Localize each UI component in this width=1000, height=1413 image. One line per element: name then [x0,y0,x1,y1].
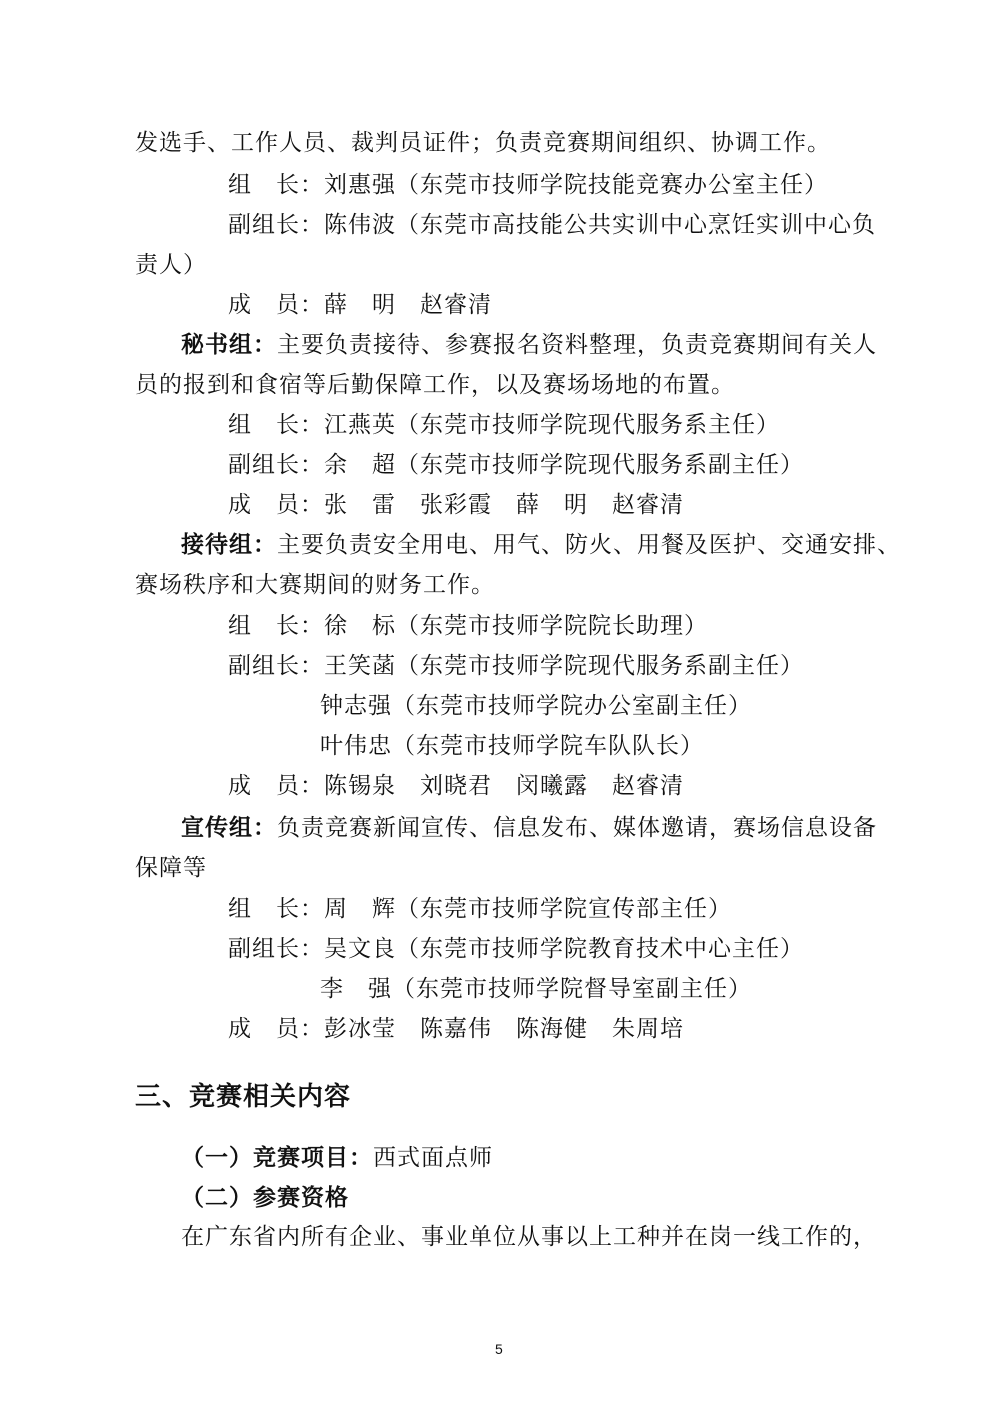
paragraph-line [181,1143,493,1173]
group-title-publicity: 宣传组： [181,814,277,841]
paragraph-line: 员的报到和食宿等后勤保障工作，以及赛场场地的布置。 [135,372,735,398]
section-heading: 三、竞赛相关内容 [135,1082,352,1112]
paragraph-line: 在广东省内所有企业、事业单位从事以上工种并在岗一线工作的， [181,1224,877,1250]
paragraph-line: 副组长：吴文良（东莞市技师学院教育技术中心主任） [228,936,804,962]
paragraph-line: 组 长：周 辉（东莞市技师学院宣传部主任） [228,896,732,922]
paragraph-line: 组 长：刘惠强（东莞市技师学院技能竞赛办公室主任） [228,172,828,198]
paragraph-line [181,530,901,560]
paragraph-line: 成 员：薛 明 赵睿清 [228,292,492,318]
group-title-secretary: 秘书组： [181,331,277,358]
group-title-reception: 接待组： [181,531,277,558]
paragraph-line: 责人） [135,252,207,278]
paragraph-line: 成 员：陈锡泉 刘晓君 闵曦露 赵睿清 [228,773,684,799]
paragraph-line: 成 员：张 雷 张彩霞 薛 明 赵睿清 [228,492,684,518]
group-description: 主要负责接待、参赛报名资料整理，负责竞赛期间有关人 [277,332,877,358]
paragraph-line: 李 强（东莞市技师学院督导室副主任） [320,976,752,1002]
paragraph-line [181,330,877,360]
paragraph-line: 副组长：陈伟波（东莞市高技能公共实训中心烹饪实训中心负 [228,212,876,238]
subsection-heading: （二）参赛资格 [181,1184,349,1211]
paragraph-line [181,813,877,843]
paragraph-line: 保障等 [135,855,207,881]
paragraph-line: 副组长：余 超（东莞市技师学院现代服务系副主任） [228,452,804,478]
paragraph-line: 钟志强（东莞市技师学院办公室副主任） [320,693,752,719]
group-description: 主要负责安全用电、用气、防火、用餐及医护、交通安排、 [277,532,901,558]
competition-item: 西式面点师 [373,1145,493,1171]
group-description: 负责竞赛新闻宣传、信息发布、媒体邀请，赛场信息设备 [277,815,877,841]
paragraph-line: 成 员：彭冰莹 陈嘉伟 陈海健 朱周培 [228,1016,684,1042]
paragraph-line: 叶伟忠（东莞市技师学院车队队长） [320,733,704,759]
page-number: 5 [495,1341,503,1357]
subsection-heading: （一）竞赛项目： [181,1144,373,1171]
paragraph-line: 赛场秩序和大赛期间的财务工作。 [135,572,495,598]
paragraph-line: 组 长：徐 标（东莞市技师学院院长助理） [228,613,708,639]
paragraph-line: 组 长：江燕英（东莞市技师学院现代服务系主任） [228,412,780,438]
paragraph-line: 发选手、工作人员、裁判员证件；负责竞赛期间组织、协调工作。 [135,130,831,156]
paragraph-line: 副组长：王笑菡（东莞市技师学院现代服务系副主任） [228,653,804,679]
